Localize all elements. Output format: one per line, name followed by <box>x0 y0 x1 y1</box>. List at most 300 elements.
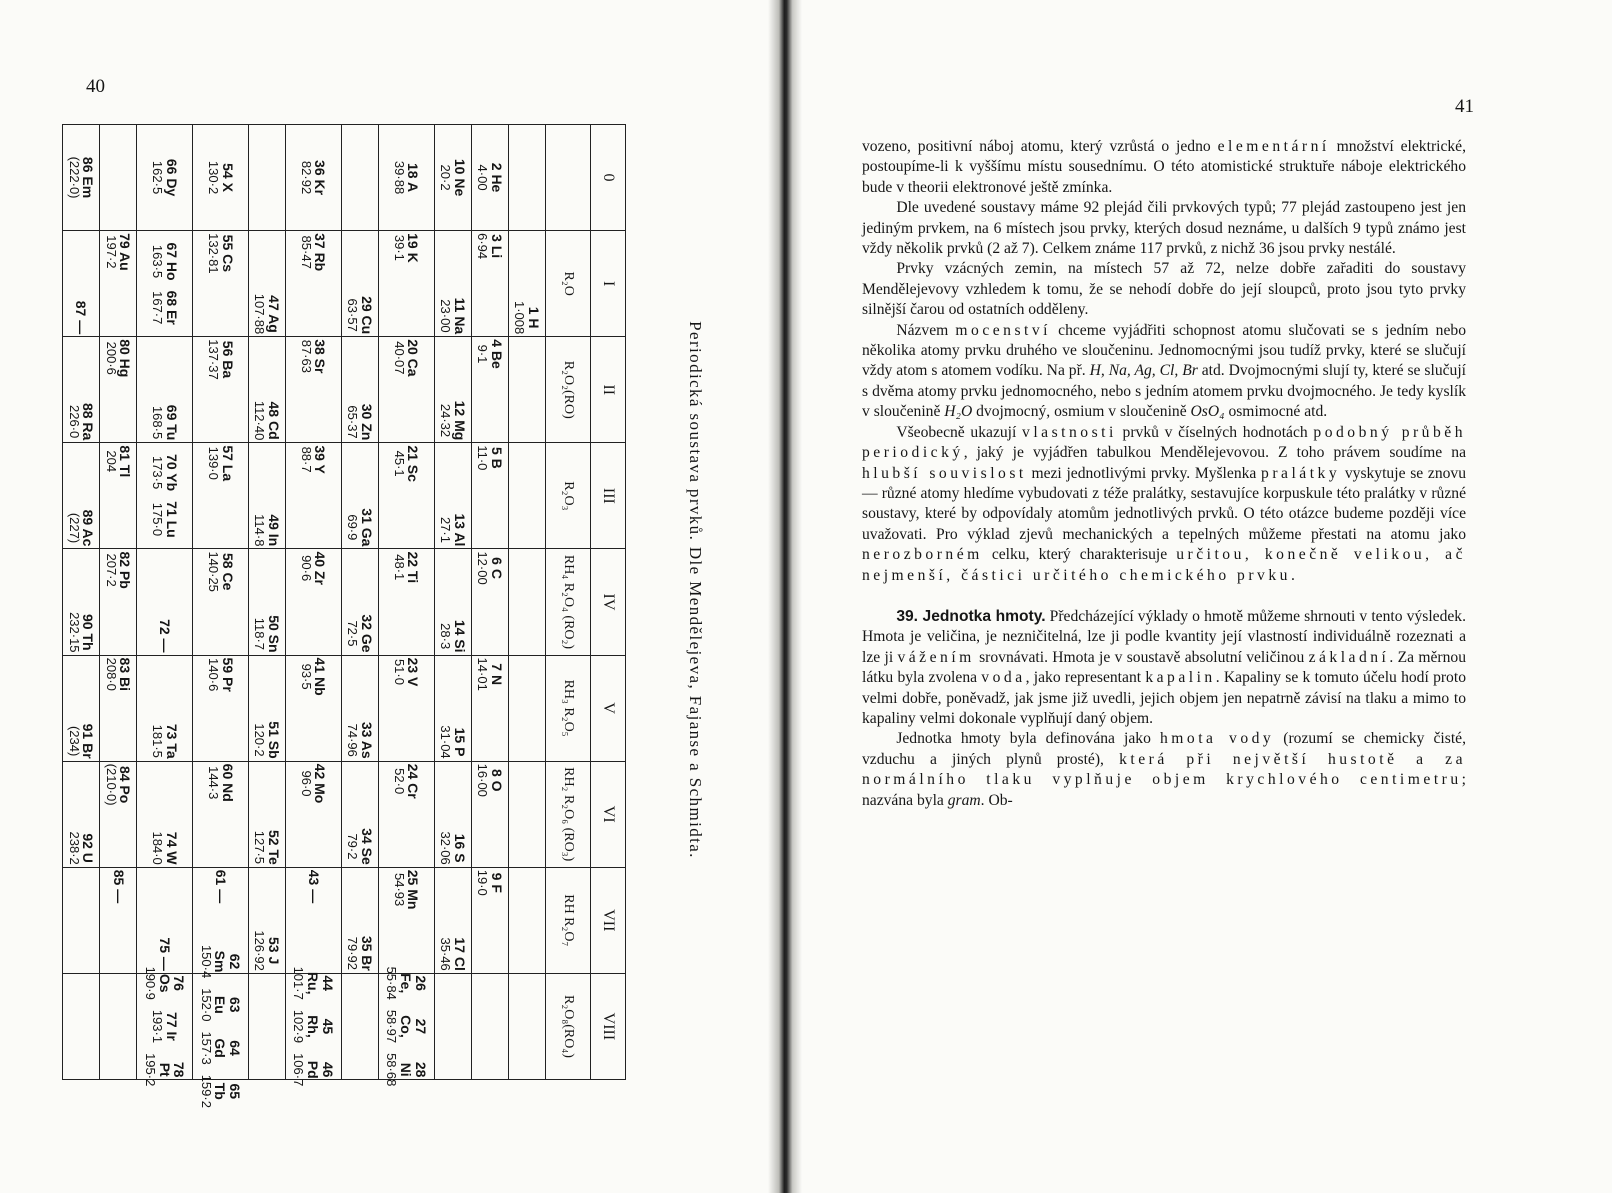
element-group <box>392 233 420 334</box>
element-cell <box>63 443 100 549</box>
atomic-weight: 238·2 <box>66 831 82 865</box>
element-group <box>67 445 95 546</box>
element-cell <box>100 761 137 867</box>
element-symbol: 60 Nd <box>219 763 236 802</box>
element-group <box>438 339 466 440</box>
element-symbol: 71 Lu <box>163 501 180 538</box>
text-run: ; nazvána byla <box>862 771 1466 809</box>
element-symbol: 36 Kr <box>312 160 329 196</box>
element-cell <box>341 443 378 549</box>
element-symbol: 77 Ir <box>163 1012 180 1041</box>
element-group <box>299 339 327 440</box>
paragraph <box>862 423 1466 586</box>
element <box>299 658 327 696</box>
element-cell <box>378 549 434 655</box>
italic-gram: gram <box>947 791 981 809</box>
paragraph <box>862 607 1466 729</box>
element-symbol: 90 Th <box>80 614 97 651</box>
element <box>438 620 466 653</box>
element-group <box>291 966 336 1087</box>
element-symbol: 62 Sm <box>212 950 243 973</box>
element-symbol: 50 Sn <box>266 615 283 653</box>
element <box>151 291 179 325</box>
element-group <box>476 658 504 759</box>
group-header: IV <box>591 549 626 655</box>
element-cell <box>434 231 471 337</box>
element-group <box>346 339 374 440</box>
element-symbol: 64 Gd <box>212 1038 243 1058</box>
atomic-weight: 207·2 <box>103 553 119 587</box>
atomic-weight: 163·5 <box>150 244 166 279</box>
atomic-weight: 101·7 <box>291 966 307 1000</box>
atomic-weight: 19·0 <box>475 869 491 896</box>
atomic-weight: 14·01 <box>475 657 491 691</box>
element-cell <box>471 231 508 337</box>
element-symbol: 49 In <box>266 514 283 547</box>
element <box>299 233 327 271</box>
element-cell <box>378 966 434 1087</box>
element-group <box>157 870 172 971</box>
atomic-weight: 106·7 <box>291 1053 307 1087</box>
paragraph <box>862 137 1466 198</box>
text-run: , jaký je vyjádřen tabulkou Mendělejevovou. Z toho právem soudíme na <box>963 444 1466 462</box>
element-cell <box>508 973 545 1079</box>
spaced-emphasis: která při největší hustotě a za normálního tlaku vyplňuje objem krychlového centimetru <box>862 750 1467 789</box>
element <box>151 405 179 441</box>
element-cell <box>378 443 434 549</box>
element <box>476 163 504 193</box>
element-symbol: 31 Ga <box>358 508 375 547</box>
element-symbol: 27 Co, <box>398 1015 429 1038</box>
page-number-right: 41 <box>1455 96 1474 117</box>
atomic-weight: 40·07 <box>391 341 407 375</box>
element-group <box>384 966 429 1087</box>
element-group <box>476 339 504 440</box>
element-symbol: 80 Hg <box>117 339 134 378</box>
atomic-weight: 114·8 <box>252 514 268 547</box>
element-group <box>206 658 234 759</box>
element-cell <box>100 973 137 1079</box>
element-cell <box>193 944 249 1108</box>
element-symbol: 67 Ho <box>163 242 180 281</box>
element-group <box>67 127 95 228</box>
element <box>476 870 504 896</box>
oxide-formula-row <box>546 125 591 1080</box>
element <box>476 551 504 584</box>
element-symbol: 57 La <box>219 445 236 482</box>
element-symbol: 86 Em <box>80 156 97 199</box>
atomic-weight: 112·40 <box>252 400 268 441</box>
element <box>151 832 179 865</box>
element-cell <box>378 655 434 761</box>
element-group <box>438 551 466 652</box>
element-symbol: 43 — <box>305 869 322 904</box>
element-symbol: 76 Os <box>156 973 188 993</box>
element <box>199 1031 242 1064</box>
element-symbol: 40 Zr <box>312 551 329 585</box>
element-group <box>253 764 281 865</box>
atomic-weight: 167·7 <box>150 291 166 325</box>
element-cell <box>471 337 508 443</box>
text-run: Předcházející výklady o hmotě můžeme shrnouti v tento výsledek. Hmota je veličina, je nezničitelná, lze ji podle kvantity její vlastností individuálně rozeznati a lze ji <box>862 607 1466 666</box>
element-cell <box>434 337 471 443</box>
element-cell <box>63 973 100 1079</box>
element <box>253 514 281 546</box>
group-header: VIII <box>591 973 626 1079</box>
element <box>206 551 234 591</box>
element <box>253 294 281 334</box>
element <box>253 930 281 970</box>
element-cell <box>137 231 193 337</box>
element-symbol: 1 H <box>526 306 543 329</box>
element-cell <box>248 549 285 655</box>
element-symbol: 65 Tb <box>212 1082 243 1100</box>
element-group <box>476 870 504 971</box>
atomic-weight: (227) <box>66 512 82 544</box>
element-group <box>392 339 420 440</box>
element <box>151 1010 179 1043</box>
element-group <box>392 764 420 865</box>
element <box>385 1053 428 1086</box>
element-cell <box>63 549 100 655</box>
element <box>206 233 234 273</box>
atomic-weight: 69·9 <box>345 514 361 541</box>
element-cell <box>137 549 193 655</box>
spaced-emphasis: pralátky <box>1261 464 1341 482</box>
element-cell <box>341 337 378 443</box>
element-group <box>253 870 281 971</box>
element <box>292 1053 335 1086</box>
atomic-weight: 93·5 <box>298 663 314 690</box>
text-run: množství elektrické, postoupíme-li k vyššímu místu sousednímu. O této atomistické struktuře náboje elektrického bude v theorii elektronové ještě zmínka. <box>862 138 1467 196</box>
element-cell <box>248 973 285 1079</box>
atomic-weight: 200·6 <box>103 341 119 375</box>
element-group <box>346 233 374 334</box>
element <box>438 832 466 865</box>
element <box>151 724 179 759</box>
element <box>253 721 281 758</box>
atomic-weight: 144·3 <box>205 766 221 800</box>
text-run: osmimocné atd. <box>1224 403 1328 421</box>
element-symbol: 12 Mg <box>451 400 468 441</box>
text-run: atd. Dvojmocnými slují ty, které se slučují s dvěma atomy prvku jednomocného, nebo s jedním atomem prvku dvojmocného. Je tedy kyslík v sloučenině <box>862 362 1466 421</box>
element-group <box>104 445 132 546</box>
element <box>392 658 420 687</box>
element-symbol: 22 Ti <box>405 551 422 584</box>
element-group <box>206 127 234 228</box>
atomic-weight: 39·88 <box>391 160 407 195</box>
element-group <box>206 233 234 334</box>
element-cell <box>193 231 249 337</box>
element <box>346 508 374 546</box>
element-cell <box>137 125 193 231</box>
element <box>346 722 374 759</box>
oxide-formula: R₂O₃ <box>546 443 591 549</box>
element-symbol: 29 Cu <box>358 296 375 335</box>
atomic-weight: 152·0 <box>198 988 214 1022</box>
element-symbol: 87 — <box>73 300 90 335</box>
element <box>104 339 132 377</box>
element-cell <box>193 655 249 761</box>
element-group <box>299 233 327 334</box>
element-symbol: 32 Ge <box>358 614 375 653</box>
element-cell <box>508 761 545 867</box>
text-run: Jednotka hmoty byla definována jako <box>896 730 1160 748</box>
element <box>151 159 179 196</box>
element <box>346 296 374 334</box>
atomic-weight: 20·2 <box>438 164 454 191</box>
element-symbol: 3 Li <box>488 234 505 259</box>
element-group <box>206 551 234 652</box>
element-group <box>253 445 281 546</box>
element <box>253 615 281 652</box>
element-symbol: 70 Yb <box>163 454 180 492</box>
element-symbol: 48 Cd <box>266 401 283 440</box>
italic-examples: H, Na, Ag, Cl, Br <box>1089 362 1198 380</box>
element <box>206 764 234 802</box>
text-run: prvků v číselných hodnotách <box>1116 423 1314 441</box>
element <box>199 945 242 978</box>
element-symbol: 88 Ra <box>80 402 97 441</box>
element-symbol: 82 Pb <box>117 551 134 589</box>
atomic-weight: 11·0 <box>475 445 491 471</box>
element-symbol: 63 Eu <box>212 995 243 1014</box>
element <box>143 967 186 1000</box>
element <box>199 1075 242 1108</box>
element-symbol: 7 N <box>488 663 505 686</box>
element-cell <box>508 655 545 761</box>
element-group <box>67 551 95 652</box>
spaced-emphasis: nerozborném <box>862 546 983 564</box>
element-symbol: 46 Pd <box>305 1060 336 1079</box>
atomic-weight: 54·93 <box>391 872 407 907</box>
text-run: (rozumí se chemicky čisté, vzduchu a jiných plynů prosté), <box>862 730 1466 768</box>
element-cell <box>193 761 249 867</box>
atomic-weight: 118·7 <box>252 617 268 651</box>
element-symbol: 55 Cs <box>219 234 236 273</box>
element <box>253 830 281 865</box>
period-row <box>63 125 100 1080</box>
element-symbol: 25 Mn <box>405 869 422 910</box>
period-row <box>137 125 193 1080</box>
element-group <box>392 127 420 228</box>
element <box>476 233 504 259</box>
element-symbol: 18 A <box>405 163 422 193</box>
element-group <box>346 870 374 971</box>
element-group <box>151 658 179 759</box>
text-run: srovnávati. Hmota je v soustavě absolutní veličinou <box>974 648 1309 666</box>
element-cell <box>434 443 471 549</box>
element-symbol: 81 Tl <box>117 445 134 478</box>
text-run: . Kapaliny se k tomuto účelu hodí proto velmi dobře, poněvadž, jak jsme již uvedli, jejich objem jen nepatrně závisí na tlaku a mimo to kapaliny velmi dokonale vyplňují daný objem. <box>862 669 1466 727</box>
element <box>143 1053 186 1086</box>
element-cell <box>341 655 378 761</box>
atomic-weight: 204 <box>103 450 119 473</box>
element <box>299 339 327 373</box>
atomic-weight: 150·4 <box>198 944 214 979</box>
element-group <box>206 339 234 440</box>
element-group <box>104 233 132 334</box>
element <box>253 401 281 441</box>
element-group <box>438 870 466 971</box>
element <box>292 1010 335 1043</box>
element-cell <box>378 125 434 231</box>
atomic-weight: 157·3 <box>198 1031 214 1065</box>
element-group <box>253 658 281 759</box>
paragraph <box>862 729 1466 811</box>
atomic-weight: 4·00 <box>475 164 491 191</box>
element-cell <box>341 973 378 1079</box>
element <box>392 233 420 263</box>
element-group <box>253 339 281 440</box>
element-cell <box>137 337 193 443</box>
atomic-weight: 35·46 <box>438 937 454 971</box>
element <box>104 764 132 806</box>
element-symbol: 78 Pt <box>156 1061 188 1078</box>
element-symbol: 37 Rb <box>312 233 329 272</box>
element <box>392 445 420 482</box>
element <box>151 242 179 280</box>
element-cell <box>137 655 193 761</box>
element-cell <box>100 867 137 973</box>
atomic-weight: 51·0 <box>391 658 407 685</box>
formula-oso4: OsO₄ <box>1190 403 1225 421</box>
element-cell <box>285 231 341 337</box>
element-group <box>142 966 188 1087</box>
element-group <box>104 658 132 759</box>
element-cell <box>378 337 434 443</box>
atomic-weight: 159·2 <box>198 1074 214 1108</box>
element <box>392 870 420 910</box>
element-symbol: 75 — <box>157 937 174 971</box>
element <box>385 1010 428 1043</box>
atomic-weight: 24·32 <box>438 403 454 438</box>
element <box>74 301 89 334</box>
atomic-weight: 96·0 <box>298 770 314 797</box>
element-cell <box>285 549 341 655</box>
atomic-weight: 130·2 <box>205 160 221 195</box>
element-cell <box>434 867 471 973</box>
atomic-weight: 48·1 <box>391 554 407 581</box>
group-header: V <box>591 655 626 761</box>
element <box>346 828 374 865</box>
atomic-weight: 27·1 <box>438 516 454 543</box>
period-row <box>378 125 434 1080</box>
element-symbol: 16 S <box>451 833 468 863</box>
spaced-emphasis: podobný průběh periodický <box>862 423 1466 462</box>
period-row <box>341 125 378 1080</box>
element-group <box>67 339 95 440</box>
element-group <box>151 339 179 440</box>
element-cell <box>285 337 341 443</box>
element <box>392 551 420 583</box>
element-cell <box>100 655 137 761</box>
element <box>104 233 132 271</box>
element-group <box>476 445 504 546</box>
spaced-emphasis: vlastnosti <box>1022 423 1117 441</box>
element-group <box>346 764 374 865</box>
element-cell <box>434 549 471 655</box>
spaced-emphasis: mocenství <box>955 321 1052 339</box>
element-cell <box>471 549 508 655</box>
element <box>438 401 466 441</box>
element-symbol: 72 — <box>157 619 174 653</box>
element-group <box>299 658 327 759</box>
atomic-weight: 175·0 <box>150 502 166 537</box>
element-cell <box>137 966 193 1087</box>
atomic-weight: 65·37 <box>345 405 361 439</box>
element <box>299 551 327 584</box>
element-cell <box>63 231 100 337</box>
atomic-weight: 120·2 <box>252 723 268 757</box>
group-header: VII <box>591 867 626 973</box>
atomic-weight: 107·88 <box>252 293 268 335</box>
element-group <box>157 551 172 652</box>
atomic-weight: 168·5 <box>150 405 166 440</box>
period-row <box>285 125 341 1080</box>
element-symbol: 4 Be <box>488 339 505 369</box>
element-cell <box>341 125 378 231</box>
group-header: III <box>591 443 626 549</box>
element-symbol: 21 Sc <box>405 445 422 482</box>
element <box>438 725 466 758</box>
atomic-weight: 173·5 <box>150 455 166 490</box>
periodic-table-wrapper <box>62 124 626 1108</box>
spaced-emphasis: hmota vody <box>1159 730 1275 748</box>
element-cell <box>471 125 508 231</box>
element-cell <box>248 655 285 761</box>
element <box>476 764 504 797</box>
atomic-weight: 181·5 <box>150 724 166 758</box>
element <box>292 967 335 1000</box>
element-group <box>476 127 504 228</box>
element-symbol: 54 X <box>219 163 236 192</box>
text-run: . <box>1290 566 1295 584</box>
element <box>151 454 179 491</box>
element-group <box>438 127 466 228</box>
element <box>438 298 466 335</box>
oxide-formula: RH₃ R₂O₅ <box>546 655 591 761</box>
atomic-weight: 197·2 <box>103 235 119 269</box>
element <box>438 159 466 196</box>
element-symbol: 59 Pr <box>219 657 236 692</box>
element-symbol: 68 Er <box>163 290 180 325</box>
element-cell <box>285 443 341 549</box>
element-group <box>299 127 327 228</box>
element <box>438 937 466 970</box>
element-cell <box>193 337 249 443</box>
element <box>299 160 327 195</box>
element-symbol: 30 Zn <box>358 403 375 441</box>
element-cell <box>508 231 545 337</box>
element <box>104 445 132 477</box>
paragraph: Prvky vzácných zemin, na místech 57 až 72, nelze dobře zařaditi do soustavy Mendělejevovy vzhledem k tomu, že se nehodí dobře do její sloupců, proto jsou tyto prvky silnější čarou od ostatních odděleny. <box>862 260 1466 319</box>
element-cell <box>471 655 508 761</box>
element-cell <box>100 125 137 231</box>
element-cell <box>341 761 378 867</box>
atomic-weight: 140·6 <box>205 658 221 692</box>
element <box>67 612 95 652</box>
element <box>206 161 234 194</box>
oxide-formula: RH₂ R₂O₆ (RO₃) <box>546 761 591 867</box>
element <box>476 339 504 369</box>
element-cell <box>508 337 545 443</box>
element-symbol: 28 Ni <box>398 1061 429 1078</box>
element-group <box>299 551 327 652</box>
atomic-weight: 162·5 <box>150 160 166 195</box>
page-number-left: 40 <box>86 76 105 97</box>
atomic-weight: 226·0 <box>66 405 82 439</box>
